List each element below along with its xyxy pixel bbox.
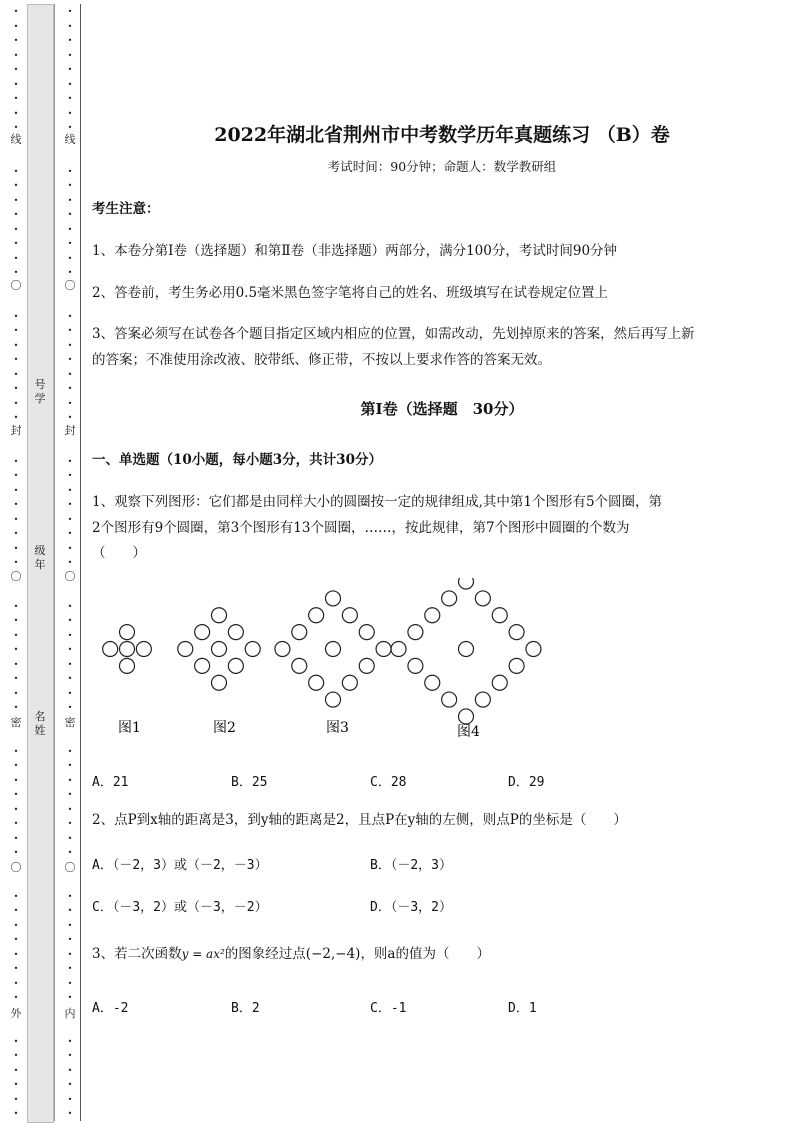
binding-dot: • [13, 964, 19, 973]
binding-dot: • [67, 210, 73, 219]
binding-dot: • [13, 659, 19, 669]
q3-text [92, 942, 490, 966]
q2-text: 2、点P到x轴的距离是3，到y轴的距离是2，且点P在y轴的左侧，则点P的坐标是（ ） [92, 812, 627, 828]
binding-label: 外 [10, 1007, 22, 1020]
figure-circle [408, 658, 423, 673]
binding-label: 内 [64, 1007, 76, 1020]
binding-dot: • [13, 558, 19, 567]
figure-circle [459, 642, 474, 657]
binding-label: 〇 [64, 570, 76, 583]
section-title: 第I卷（选择题 30分） [360, 400, 524, 418]
q3-formula: y = ax² [181, 947, 225, 961]
q1-text-line-2: 2个图形有9个圆圈，第3个图形有13个圆圈，……，按此规律，第7个图形中圆圈的个数为 [92, 520, 630, 536]
figure-circle [342, 675, 357, 690]
binding-dot: • [67, 790, 73, 799]
binding-dot: • [13, 674, 19, 683]
q1-option-a: A．21 [92, 775, 129, 790]
figure-circle [326, 591, 341, 606]
binding-dot: • [67, 920, 73, 930]
binding-dot: • [67, 326, 73, 335]
binding-dot: • [67, 268, 73, 277]
binding-dot: • [13, 413, 19, 422]
binding-dot: • [13, 166, 19, 176]
binding-dot: • [13, 268, 19, 277]
binding-dot: • [67, 674, 73, 683]
binding-line [80, 4, 81, 1121]
q2-option-a: A．（－2，3）或（－2，－3） [92, 858, 268, 873]
binding-dot: • [13, 906, 19, 915]
binding-dot: • [13, 1080, 19, 1089]
figure-circle [245, 642, 260, 657]
notice-item-2: 2、答卷前，考生务必用0.5毫米黑色签字笔将自己的姓名、班级填写在试卷规定位置上 [92, 285, 609, 301]
binding-dot: • [13, 935, 19, 944]
binding-label: 封 [10, 424, 22, 437]
binding-dot: • [67, 703, 73, 712]
panel-label-grade: 级年 [34, 544, 46, 571]
binding-dot: • [13, 848, 19, 857]
notice-item-3-line-1: 3、答案必须写在试卷各个题目指定区域内相应的位置，如需改动，先划掉原来的答案，然后再写上新 [92, 326, 695, 342]
binding-dot: • [67, 630, 73, 640]
binding-dot: • [67, 485, 73, 495]
figure-circle [442, 591, 457, 606]
binding-label: 封 [64, 424, 76, 437]
binding-dot: • [13, 384, 19, 393]
q2-option-d: D．（－3，2） [370, 900, 452, 915]
binding-dot: • [13, 688, 19, 698]
binding-dot: • [13, 703, 19, 712]
binding-dot: • [13, 819, 19, 828]
binding-dot: • [67, 833, 73, 843]
figure-circle [425, 608, 440, 623]
binding-dot: • [13, 253, 19, 263]
binding-dot: • [13, 108, 19, 118]
figure-circle [195, 625, 210, 640]
panel-label-student-number: 号学 [34, 378, 46, 405]
binding-dot: • [13, 50, 19, 60]
binding-dot: • [67, 1051, 73, 1060]
figure-circle [492, 608, 507, 623]
q1-option-c: C．28 [370, 775, 407, 790]
binding-label: 线 [64, 133, 76, 146]
binding-dot: • [13, 761, 19, 770]
binding-dot: • [67, 804, 73, 814]
binding-dot: • [13, 1094, 19, 1104]
binding-label: 〇 [10, 861, 22, 874]
binding-dot: • [67, 616, 73, 625]
q3-option-a: A．-2 [92, 1001, 129, 1016]
binding-dot: • [67, 500, 73, 509]
figure-circle [326, 642, 341, 657]
figure-circle [509, 658, 524, 673]
binding-dot: • [13, 1051, 19, 1060]
binding-dot: • [67, 369, 73, 379]
binding-dot: • [67, 79, 73, 89]
q1-option-b: B．25 [231, 775, 268, 790]
binding-dot: • [67, 659, 73, 669]
q3-text-mid: 的图象经过点 [224, 946, 306, 962]
binding-dot: • [67, 195, 73, 205]
binding-dot: • [13, 210, 19, 219]
binding-dot: • [67, 471, 73, 480]
binding-dot: • [67, 514, 73, 524]
binding-dot: • [13, 616, 19, 625]
q1-answer-paren: （ ） [92, 545, 146, 561]
figure-circle [526, 642, 541, 657]
binding-dot: • [13, 993, 19, 1002]
binding-dot: • [67, 1080, 73, 1089]
q1-option-d: D．29 [508, 775, 545, 790]
binding-dot: • [67, 688, 73, 698]
binding-label: 〇 [10, 279, 22, 292]
binding-dot: • [13, 224, 19, 234]
binding-dot: • [67, 181, 73, 190]
binding-dot: • [67, 1109, 73, 1118]
figure-circle [492, 675, 507, 690]
binding-dot: • [13, 326, 19, 335]
binding-dot: • [67, 340, 73, 350]
binding-dot: • [67, 978, 73, 988]
figure-circle [275, 642, 290, 657]
binding-dot: • [67, 935, 73, 944]
binding-dot: • [13, 529, 19, 538]
figure-circle [326, 692, 341, 707]
binding-dot: • [67, 543, 73, 553]
q3-text-before: 3、若二次函数 [92, 946, 182, 962]
notice-heading: 考生注意： [92, 201, 160, 217]
binding-dot: • [13, 500, 19, 509]
figure-circle [442, 692, 457, 707]
binding-dot: • [67, 848, 73, 857]
figure-circle [136, 642, 151, 657]
binding-dot: • [13, 456, 19, 466]
binding-dot: • [67, 645, 73, 654]
binding-dot: • [67, 108, 73, 118]
figure-circle [292, 625, 307, 640]
binding-dot: • [13, 804, 19, 814]
binding-label: 密 [10, 716, 22, 729]
binding-dot: • [67, 761, 73, 770]
figure-circle [342, 608, 357, 623]
figure-label-2: 图2 [213, 720, 236, 736]
figure-label-1: 图1 [118, 720, 141, 736]
q1-text-line-1: 1、观察下列图形：它们都是由同样大小的圆圈按一定的规律组成,其中第1个图形有5个圆圈，第 [92, 494, 663, 510]
binding-dot: • [67, 949, 73, 959]
binding-label: 〇 [64, 279, 76, 292]
figure-label-4: 图4 [457, 724, 480, 740]
figure-circle [459, 578, 474, 589]
binding-strip-left [8, 0, 24, 1123]
binding-dot: • [67, 964, 73, 973]
binding-dot: • [67, 1065, 73, 1075]
binding-label: 〇 [10, 570, 22, 583]
figure-circle [408, 625, 423, 640]
binding-strip-inner [62, 0, 78, 1123]
figure-circle [359, 658, 374, 673]
figure-circle [509, 625, 524, 640]
notice-item-3-line-2: 的答案；不准使用涂改液、胶带纸、修正带，不按以上要求作答的答案无效。 [92, 352, 551, 368]
binding-dot: • [67, 384, 73, 393]
binding-dot: • [67, 21, 73, 31]
figure-label-3: 图3 [326, 720, 349, 736]
binding-dot: • [13, 7, 19, 16]
q2-option-b: B．（－2，3） [370, 858, 452, 873]
binding-dot: • [67, 398, 73, 408]
binding-dot: • [67, 529, 73, 538]
binding-dot: • [13, 833, 19, 843]
figure-circle [391, 642, 406, 657]
q3-option-d: D．1 [508, 1001, 537, 1016]
binding-dot: • [13, 398, 19, 408]
binding-dot: • [67, 94, 73, 103]
figure-circle [425, 675, 440, 690]
binding-dot: • [13, 978, 19, 988]
binding-dot: • [67, 65, 73, 74]
figure-circle [178, 642, 193, 657]
binding-dot: • [13, 775, 19, 785]
binding-dot: • [67, 50, 73, 60]
binding-label: 密 [64, 716, 76, 729]
binding-dot: • [67, 558, 73, 567]
exam-info: 考试时间：90分钟；命题人：数学教研组 [327, 159, 557, 174]
binding-dot: • [13, 891, 19, 901]
figure-circle [309, 675, 324, 690]
binding-dot: • [13, 949, 19, 959]
binding-dot: • [13, 630, 19, 640]
binding-dot: • [13, 601, 19, 611]
binding-dot: • [67, 413, 73, 422]
figure-circle [376, 642, 391, 657]
binding-dot: • [13, 746, 19, 756]
figure-circle [228, 658, 243, 673]
binding-dot: • [13, 514, 19, 524]
binding-dot: • [13, 790, 19, 799]
figure-circle [359, 625, 374, 640]
binding-dot: • [67, 123, 73, 132]
q2-option-c: C．（－3，2）或（－3，－2） [92, 900, 268, 915]
q3-point: (−2,−4) [305, 946, 361, 962]
page-title: 2022年湖北省荆州市中考数学历年真题练习 （B）卷 [214, 124, 670, 146]
binding-label: 线 [10, 133, 22, 146]
figure-circle [120, 642, 135, 657]
q3-option-c: C．-1 [370, 1001, 407, 1016]
binding-dot: • [67, 456, 73, 466]
binding-dot: • [13, 65, 19, 74]
binding-dot: • [13, 94, 19, 103]
binding-dot: • [67, 311, 73, 321]
binding-dot: • [67, 1094, 73, 1104]
figure-circle [120, 625, 135, 640]
binding-dot: • [67, 993, 73, 1002]
panel-label-name: 名姓 [34, 710, 46, 737]
binding-dot: • [67, 819, 73, 828]
binding-dot: • [13, 123, 19, 132]
q1-circle-figures [88, 578, 548, 743]
binding-label: 〇 [64, 861, 76, 874]
q3-option-b: B．2 [231, 1001, 260, 1016]
figure-circle [212, 642, 227, 657]
part-heading: 一、单选题（10小题，每小题3分，共计30分） [92, 452, 382, 468]
binding-dot: • [13, 369, 19, 379]
binding-dot: • [13, 355, 19, 364]
binding-dot: • [13, 645, 19, 654]
binding-dot: • [13, 340, 19, 350]
binding-dot: • [67, 746, 73, 756]
q3-text-after: ，则a的值为（ ） [360, 946, 490, 962]
binding-dot: • [13, 36, 19, 45]
binding-dot: • [13, 239, 19, 248]
notice-item-1: 1、本卷分第I卷（选择题）和第Ⅱ卷（非选择题）两部分，满分100分，考试时间90分钟 [92, 243, 618, 259]
binding-dot: • [67, 906, 73, 915]
figure-circle [212, 675, 227, 690]
binding-dot: • [67, 36, 73, 45]
binding-dot: • [13, 485, 19, 495]
binding-dot: • [67, 7, 73, 16]
figure-circle [309, 608, 324, 623]
binding-dot: • [13, 920, 19, 930]
binding-dot: • [67, 166, 73, 176]
figure-circle [459, 709, 474, 724]
figure-circle [292, 658, 307, 673]
binding-dot: • [13, 1036, 19, 1046]
binding-dot: • [13, 195, 19, 205]
binding-dot: • [13, 181, 19, 190]
binding-dot: • [67, 224, 73, 234]
binding-dot: • [13, 471, 19, 480]
binding-dot: • [13, 79, 19, 89]
binding-dot: • [13, 1065, 19, 1075]
binding-dot: • [67, 253, 73, 263]
binding-dot: • [67, 239, 73, 248]
binding-dot: • [13, 543, 19, 553]
figure-circle [103, 642, 118, 657]
binding-dot: • [13, 311, 19, 321]
binding-dot: • [13, 21, 19, 31]
figure-circle [475, 692, 490, 707]
binding-dot: • [67, 891, 73, 901]
binding-dot: • [67, 1036, 73, 1046]
figure-circle [228, 625, 243, 640]
binding-dot: • [13, 1109, 19, 1118]
figure-circle [195, 658, 210, 673]
figure-circle [475, 591, 490, 606]
binding-dot: • [67, 355, 73, 364]
binding-dot: • [67, 775, 73, 785]
figure-circle [212, 608, 227, 623]
panel-divider [54, 4, 55, 1121]
figure-circle [120, 658, 135, 673]
binding-dot: • [67, 601, 73, 611]
